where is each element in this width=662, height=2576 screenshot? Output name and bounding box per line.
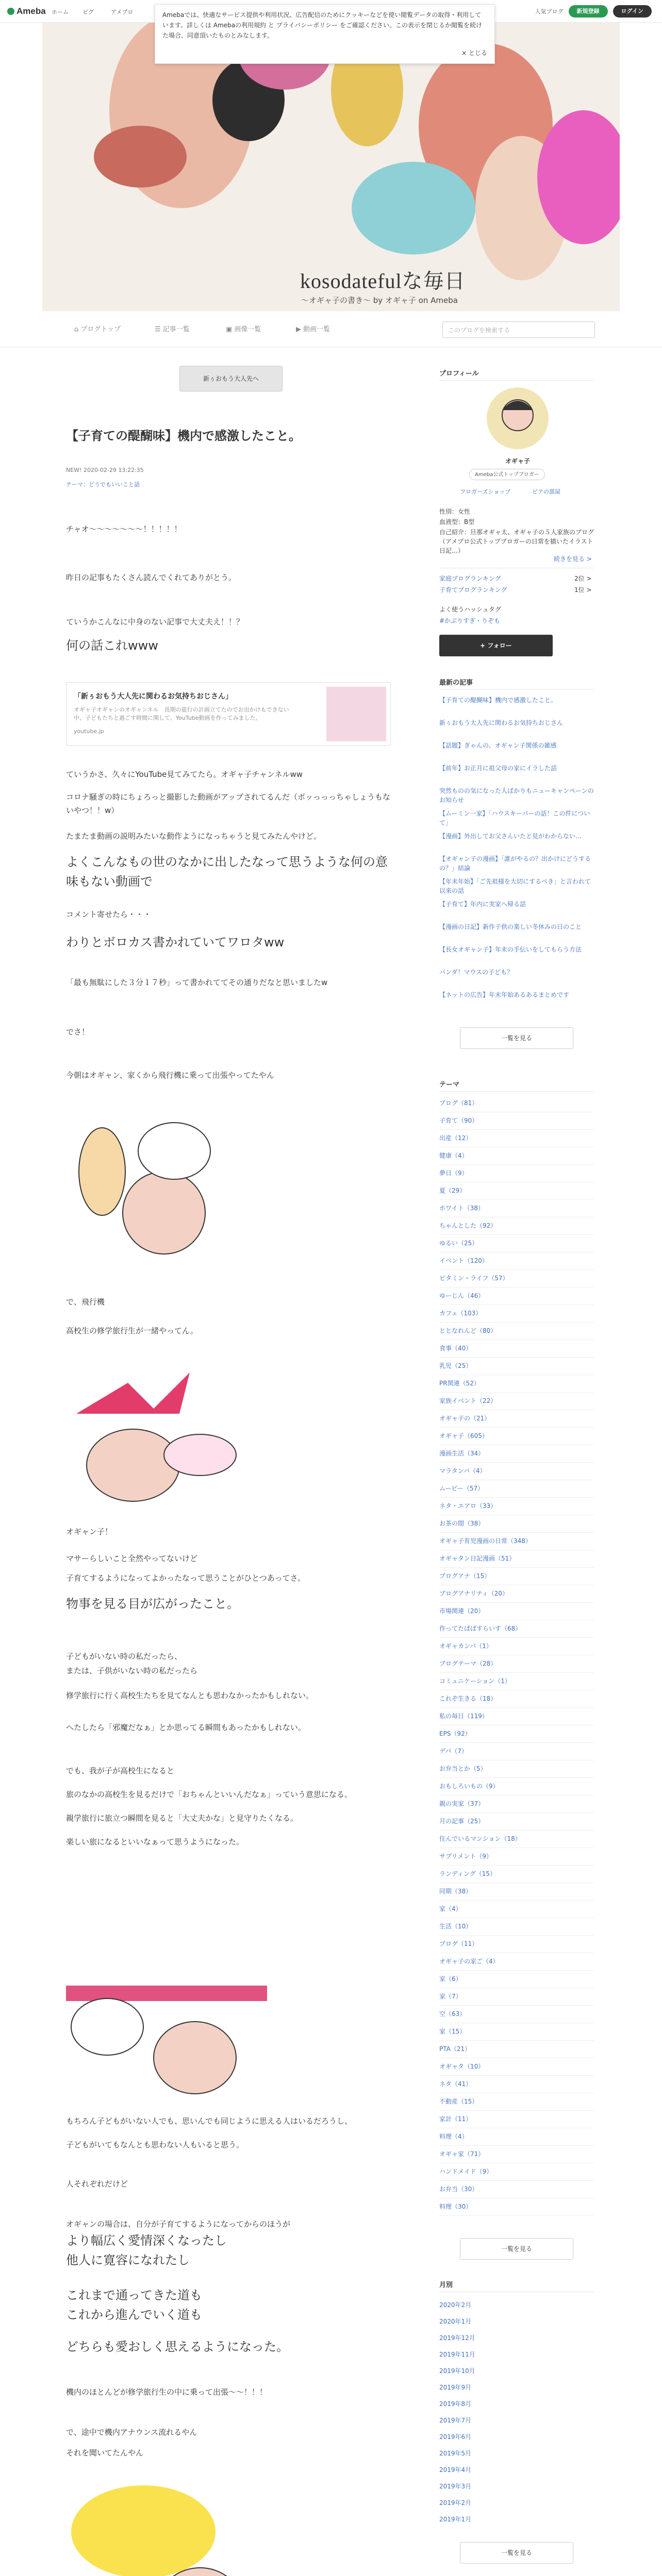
theme-link[interactable]: ネタ（41） bbox=[439, 2075, 594, 2093]
ranking-value[interactable]: 2位 > bbox=[574, 575, 592, 582]
paragraph: 人それぞれだけど bbox=[66, 2179, 128, 2189]
theme-link[interactable]: 料理（4） bbox=[439, 2128, 594, 2146]
recent-entry-link[interactable]: 【ムーミン一家】「ハウスキーパーの話！この件について」 bbox=[439, 810, 590, 826]
theme-link[interactable]: 家計（11） bbox=[439, 2110, 594, 2128]
theme-link[interactable]: 家（7） bbox=[439, 1988, 594, 2006]
paragraph: 親学旅行に旅立つ瞬間を見ると「大丈夫かな」と見守りたくなる。 bbox=[66, 1814, 299, 1823]
theme-link[interactable]: オギャ家（71） bbox=[439, 2145, 594, 2163]
paragraph: へたしたら「邪魔だなぁ」とか思ってる瞬間もあったかもしれない。 bbox=[66, 1723, 306, 1732]
recent-entry-link[interactable]: 【子育て】年内に実家へ帰る話 bbox=[439, 901, 526, 908]
theme-link[interactable]: ランディング（15） bbox=[439, 1865, 594, 1883]
link-card-description: オギャ子オギャンのオギャンネル 長期の旅行の計画立てたのでお出かけもできない中、子どもたちと過ごす時間に関して、YouTube動画を作ってみました。 bbox=[74, 706, 289, 721]
theme-link[interactable]: オギャ子の（21） bbox=[439, 1410, 594, 1428]
paragraph-large: 何の話これwww bbox=[66, 638, 158, 653]
theme-link[interactable]: オギャ子育児漫画の日常（348） bbox=[439, 1532, 594, 1550]
archive-month-link[interactable]: 2019年6月 bbox=[439, 2433, 472, 2441]
theme-link[interactable]: オギャ子（605） bbox=[439, 1427, 594, 1445]
theme-link[interactable]: ブログテーマ（28） bbox=[439, 1655, 594, 1673]
login-button[interactable]: ログイン bbox=[613, 5, 652, 18]
theme-link[interactable]: ブログ（81） bbox=[439, 1094, 594, 1112]
paragraph-large: より幅広く愛情深くなったし bbox=[66, 2233, 227, 2248]
theme-link[interactable]: 食事（40） bbox=[439, 1340, 594, 1358]
blog-nav bbox=[0, 311, 662, 347]
blog-header[interactable] bbox=[42, 23, 620, 311]
paragraph: 楽しい旅になるといいなぁって思うようになった。 bbox=[66, 1837, 244, 1846]
paragraph-large: これまで通ってきた道も bbox=[66, 2288, 202, 2302]
official-badge: Ameba公式トップブロガー bbox=[469, 469, 545, 480]
cookie-close-button[interactable]: × とじる bbox=[461, 49, 487, 57]
ameba-logo[interactable]: Ameba bbox=[7, 6, 46, 16]
ranking-link[interactable]: 人気ブログ bbox=[535, 8, 564, 15]
theme-link[interactable]: ブログアナ（15） bbox=[439, 1567, 594, 1585]
profile-gender: 性別：女性 bbox=[439, 508, 471, 515]
hashtag-link[interactable]: #かぶりすぎ・りぞも bbox=[439, 617, 501, 624]
home-icon: ⌂ bbox=[74, 326, 81, 333]
theme-heading: テーマ bbox=[439, 1081, 460, 1089]
theme-link[interactable]: 夢日（9） bbox=[439, 1164, 594, 1182]
paragraph: 「最も無駄にした３分１７秒」って書かれててその通りだなと思いましたw bbox=[66, 978, 328, 987]
theme-link[interactable]: 月の記事（25） bbox=[439, 1812, 594, 1831]
archive-month-link[interactable]: 2019年4月 bbox=[439, 2466, 472, 2473]
theme-link[interactable]: サプリメント（9） bbox=[439, 1848, 594, 1866]
archive-month-link[interactable]: 2019年12月 bbox=[439, 2334, 475, 2342]
profile-link-shop[interactable]: フロガーズショップ bbox=[460, 488, 511, 495]
theme-link[interactable]: ととなれんど（80） bbox=[439, 1322, 594, 1340]
theme-link[interactable]: カフェ（103） bbox=[439, 1304, 594, 1323]
paragraph: 子どもがいてもなんとも思わない人もいると思う。 bbox=[66, 2140, 244, 2149]
paragraph: 修学旅行に行く高校生たちを見てなんとも思わなかったかもしれない。 bbox=[66, 1691, 314, 1700]
theme-link[interactable]: PR関連（52） bbox=[439, 1375, 594, 1393]
theme-link[interactable]: お弁当とか（5） bbox=[439, 1760, 594, 1778]
youtube-link-card[interactable] bbox=[66, 682, 391, 746]
recent-entry-link[interactable]: 【前年】お正月に祖父母の家にイラした話 bbox=[439, 765, 557, 772]
blog-search-input[interactable]: このブログを検索する bbox=[442, 321, 595, 338]
theme-link[interactable]: 空（63） bbox=[439, 2005, 594, 2023]
paragraph: チャオ〜〜〜〜〜〜〜！！！！！ bbox=[66, 524, 182, 534]
paragraph: オギャンの場合は、自分が子育てするようになってからのほうが bbox=[66, 2219, 291, 2229]
follow-button[interactable]: + フォロー bbox=[439, 635, 553, 656]
theme-link[interactable]: ムービー（57） bbox=[439, 1480, 594, 1498]
recent-entry-link[interactable]: 【長女オギャン子】年末の手伝いをしてもらう方法 bbox=[439, 946, 582, 953]
paragraph: 今朝はオギャン、家くから飛行機に乗って出張やってたやん bbox=[66, 1071, 274, 1080]
profile-intro: 自己紹介：旦那オギャ太、オギャ子の５人家族のブログ（アメブロ公式トップブロガーの日常を描いたイラスト日記…） bbox=[439, 529, 594, 554]
theme-link[interactable]: 漫画生活（34） bbox=[439, 1445, 594, 1463]
article-theme[interactable]: テーマ：どうでもいいこと話 bbox=[66, 481, 140, 488]
theme-link[interactable]: ちゃんとした（92） bbox=[439, 1217, 594, 1235]
paragraph: で、飛行機 bbox=[66, 1297, 105, 1307]
illustration-pilot bbox=[66, 1099, 221, 1264]
archive-heading: 月別 bbox=[439, 2281, 453, 2289]
paragraph: コメント寄せたら・・・ bbox=[66, 910, 152, 919]
paragraph: もちろん子どもがいない人でも、思いんでも同じように思える人はいるだろうし、 bbox=[66, 2116, 353, 2126]
archive-more-button[interactable]: 一覧を見る bbox=[460, 2542, 573, 2564]
theme-link[interactable]: これぞ生きる（18） bbox=[439, 1690, 594, 1708]
theme-link[interactable]: オギャタ（10） bbox=[439, 2058, 594, 2076]
profile-blood: 血液型：B型 bbox=[439, 518, 475, 526]
theme-link[interactable]: 同期（38） bbox=[439, 1883, 594, 1901]
recent-entry-link[interactable]: 【年末年始】「ご先祖様を大切にするべき」と言われて以来の話 bbox=[439, 878, 591, 894]
theme-link[interactable]: おもしろいもの（9） bbox=[439, 1777, 594, 1795]
article bbox=[66, 347, 391, 2576]
theme-link[interactable]: ネタ・エアロ（33） bbox=[439, 1497, 594, 1515]
recent-entry-link[interactable]: 【子育ての醍醐味】機内で感激したこと。 bbox=[439, 697, 557, 704]
archive-month-link[interactable]: 2019年1月 bbox=[439, 2516, 472, 2523]
archive-month-link[interactable]: 2019年2月 bbox=[439, 2499, 472, 2506]
recent-heading: 最新の記事 bbox=[439, 679, 473, 687]
sidebar bbox=[439, 347, 599, 2576]
theme-link[interactable]: イベント（120） bbox=[439, 1252, 594, 1270]
archive-month-link[interactable]: 2019年5月 bbox=[439, 2450, 472, 2457]
paragraph: 旅のなかの高校生を見るだけで「おちゃんといいんだなぁ」っていう意思になる。 bbox=[66, 1790, 353, 1799]
archive-month-link[interactable]: 2019年8月 bbox=[439, 2400, 472, 2408]
theme-link[interactable]: 生活（10） bbox=[439, 1918, 594, 1936]
recent-entry-link[interactable]: 【話題】ぎゃんの、オギャン子関係の雑感 bbox=[439, 742, 557, 749]
archive-month-link[interactable]: 2019年7月 bbox=[439, 2417, 472, 2424]
profile-link-room[interactable]: ピアの部屋 bbox=[532, 488, 560, 495]
blog-subtitle: 〜オギャ子の書き〜 by オギャ子 on Ameba bbox=[301, 296, 458, 305]
video-icon: ▶ bbox=[296, 326, 304, 333]
theme-link[interactable]: 市場関連（20） bbox=[439, 1602, 594, 1620]
paragraph: 子どもがいない時の私だったら、 bbox=[66, 1652, 183, 1661]
theme-link[interactable]: オギャタン日記漫画（51） bbox=[439, 1550, 594, 1568]
theme-link[interactable]: 家族イベント（22） bbox=[439, 1392, 594, 1410]
theme-link[interactable]: マラタンバ（4） bbox=[439, 1462, 594, 1480]
illustration-announcement bbox=[66, 2475, 262, 2576]
article-date: NEW! 2020-02-29 13:22:35 bbox=[66, 467, 144, 473]
paragraph: 高校生の修学旅行生が一緒やってん。 bbox=[66, 1326, 198, 1335]
theme-link[interactable]: ホワイト（38） bbox=[439, 1199, 594, 1217]
profile-name[interactable]: オギャ子 bbox=[505, 457, 531, 465]
paragraph-large: 他人に寛容になれたし bbox=[66, 2253, 190, 2267]
divider bbox=[439, 689, 594, 690]
cookie-banner bbox=[155, 4, 495, 64]
profile-avatar[interactable] bbox=[486, 386, 550, 450]
theme-link[interactable]: オギャカンバ（1） bbox=[439, 1637, 594, 1655]
theme-more-button[interactable]: 一覧を見る bbox=[460, 2238, 573, 2260]
theme-link[interactable]: 不動産（15） bbox=[439, 2093, 594, 2111]
divider bbox=[439, 1091, 594, 1092]
theme-link[interactable]: 出産（12） bbox=[439, 1129, 594, 1147]
paragraph: で、途中で機内アナウンス流れるやん bbox=[66, 2428, 197, 2437]
archive-month-link[interactable]: 2019年11月 bbox=[439, 2351, 475, 2358]
paragraph: オギャン子！ bbox=[66, 1527, 113, 1536]
theme-link[interactable]: 家（4） bbox=[439, 1900, 594, 1918]
theme-link[interactable]: 家（6） bbox=[439, 1970, 594, 1988]
reader-button[interactable]: 新ぅおもう大人先へ bbox=[179, 366, 283, 392]
cookie-text: Amebaでは、快適なサービス提供や利用状況、広告配信のためにクッキーなどを使い閲覧データの取得・利用しています。詳しくは Amebaの利用規約 と プライバシーポリシー をご確認ください。この表示を閉じるか閲覧を続けた場合、同意頂いたものとみなします。 bbox=[162, 11, 482, 39]
theme-link[interactable]: コミュニケーション（1） bbox=[439, 1672, 594, 1690]
paragraph: 機内のほとんどが修学旅行生の中に乗って出張〜〜！！！ bbox=[66, 2387, 268, 2397]
theme-link[interactable]: EPS（92） bbox=[439, 1725, 594, 1743]
theme-link[interactable]: オギャ子の家ご（4） bbox=[439, 1953, 594, 1971]
paragraph-large: 物事を見る目が広がったこと。 bbox=[66, 1597, 239, 1611]
blog-title[interactable]: kosodatefulな毎日 bbox=[300, 269, 466, 293]
nav-pigg[interactable]: ピグ bbox=[82, 9, 94, 15]
theme-link[interactable]: 子育て（90） bbox=[439, 1112, 594, 1130]
theme-link[interactable]: ハンドメイド（9） bbox=[439, 2163, 594, 2181]
paragraph: コロナ騒ぎの時にちょろっと撮影した動画がアップされてるんだ（ポッっっっちゃしょうもないやつ！！w） bbox=[66, 792, 390, 815]
archive-month-link[interactable]: 2020年1月 bbox=[439, 2318, 472, 2325]
theme-link[interactable]: ビタミン・ライフ（57） bbox=[439, 1269, 594, 1287]
paragraph-large: どちらも愛おしく思えるようになった。 bbox=[66, 2340, 289, 2354]
illustration-mother bbox=[66, 1986, 267, 2099]
theme-link[interactable]: 住んでいるマンション（18） bbox=[439, 1830, 594, 1848]
register-button[interactable]: 新規登録 bbox=[569, 5, 608, 18]
link-card-thumbnail bbox=[326, 687, 386, 741]
nav-image-list[interactable]: ▣ 画像一覧 bbox=[226, 326, 261, 333]
nav-blog-top[interactable]: ⌂ ブログトップ bbox=[74, 326, 121, 333]
recent-entry-link[interactable]: 【漫画】外出してお父さんいたと見がわからない… bbox=[439, 833, 582, 840]
nav-ameblo[interactable]: アメブロ bbox=[111, 9, 134, 15]
illustration-surprise bbox=[66, 1352, 241, 1506]
recent-entry-link[interactable]: 突然ものの気になった人ばかりもニューキャンペーンのお知らせ bbox=[439, 787, 594, 804]
theme-link[interactable]: ブログ（11） bbox=[439, 1935, 594, 1953]
paragraph-large: よくこんなもの世のなかに出したなって思うような何の意味もない動画で bbox=[66, 855, 388, 889]
archive-month-link[interactable]: 2020年2月 bbox=[439, 2301, 472, 2309]
nav-entry-list[interactable]: ☰ 記事一覧 bbox=[155, 326, 190, 333]
recent-more-button[interactable]: 一覧を見る bbox=[460, 1027, 573, 1049]
paragraph: たまたま動画の説明みたいな動作ようになっちゃうと見てみたんやけど。 bbox=[66, 832, 322, 841]
article-title[interactable]: 【子育ての醍醐味】機内で感激したこと。 bbox=[66, 429, 301, 443]
profile-heading: プロフィール bbox=[439, 370, 479, 378]
theme-link[interactable]: 料理（30） bbox=[439, 2198, 594, 2216]
theme-link[interactable]: 親の実家（37） bbox=[439, 1795, 594, 1813]
recent-entry-link[interactable]: 【漫画の日記】新作子供の楽しい冬休みの日のこと bbox=[439, 923, 582, 930]
archive-month-link[interactable]: 2019年3月 bbox=[439, 2483, 472, 2490]
paragraph: ていうかこんなに中身のない記事で大丈夫え！！？ bbox=[66, 617, 244, 626]
archive-month-link[interactable]: 2019年10月 bbox=[439, 2367, 475, 2375]
link-card-title: 「新ぅおもう大人先に関わるお気持ちおじさん」 bbox=[74, 692, 233, 701]
theme-link[interactable]: 家（15） bbox=[439, 2023, 594, 2041]
list-icon: ☰ bbox=[155, 326, 163, 333]
ranking-label[interactable]: 子育てブログランキング bbox=[439, 586, 507, 594]
theme-link[interactable]: お茶の間（38） bbox=[439, 1515, 594, 1533]
profile-read-more[interactable]: 続きを見る > bbox=[554, 555, 592, 563]
ranking-value[interactable]: 1位 > bbox=[574, 586, 592, 594]
paragraph: 子育てするようになってよかったなって思うことがひとつあってさ。 bbox=[66, 1573, 305, 1583]
recent-entry-link[interactable]: 新ぅおもう大人先に関わるお気持ちおじさん bbox=[439, 719, 564, 726]
recent-entry-link[interactable]: 【オギャン子の漫画】「誰がやるの？出かけにどうするの？」結論 bbox=[439, 855, 591, 872]
theme-link[interactable]: ゆーじん（46） bbox=[439, 1287, 594, 1305]
paragraph: それを聞いてたんやん bbox=[66, 2448, 144, 2458]
paragraph: または、子供がいない時の私だったら bbox=[66, 1666, 198, 1675]
theme-link[interactable]: ブログアナリティ（20） bbox=[439, 1585, 594, 1603]
paragraph: ていうかさ、久々にYouTube見てみてたら。オギャ子チャンネルww bbox=[66, 770, 303, 779]
link-card-source: youtube.jp bbox=[74, 728, 104, 735]
paragraph-large: これから進んでいく道も bbox=[66, 2308, 202, 2322]
theme-link[interactable]: ゆるい（25） bbox=[439, 1234, 594, 1252]
theme-link[interactable]: PTA（21） bbox=[439, 2040, 594, 2058]
paragraph: 昨日の記事もたくさん読んでくれてありがとう。 bbox=[66, 573, 237, 582]
image-icon: ▣ bbox=[226, 326, 235, 333]
nav-home[interactable]: ホーム bbox=[52, 9, 69, 15]
nav-video-list[interactable]: ▶ 動画一覧 bbox=[296, 326, 330, 333]
theme-link[interactable]: 私の毎日（119） bbox=[439, 1707, 594, 1725]
theme-link[interactable]: 乳児（25） bbox=[439, 1357, 594, 1375]
paragraph: でも、我が子が高校生になると bbox=[66, 1766, 175, 1775]
recent-entry-link[interactable]: 【ネットの広告】年末年始あるあるまとめです bbox=[439, 991, 570, 998]
paragraph-large: わりとボロカス書かれていてワロタww bbox=[66, 935, 285, 950]
theme-link[interactable]: 夏（29） bbox=[439, 1182, 594, 1200]
recent-entry-link[interactable]: パンダ！マウスの子ども？ bbox=[439, 969, 514, 976]
paragraph: マサーらしいこと全然やってないけど bbox=[66, 1554, 198, 1563]
theme-link[interactable]: デパ（7） bbox=[439, 1742, 594, 1760]
divider bbox=[439, 380, 594, 381]
ranking-label[interactable]: 家庭ブログランキング bbox=[439, 575, 501, 582]
theme-link[interactable]: 健康（4） bbox=[439, 1147, 594, 1165]
theme-link[interactable]: お弁当（30） bbox=[439, 2180, 594, 2198]
archive-month-link[interactable]: 2019年9月 bbox=[439, 2384, 472, 2391]
theme-link[interactable]: 作ってたぱぱすらいす（68） bbox=[439, 1620, 594, 1638]
paragraph: でさ！ bbox=[66, 1027, 90, 1037]
hashtags-heading: よく使うハッシュタグ bbox=[439, 606, 501, 613]
